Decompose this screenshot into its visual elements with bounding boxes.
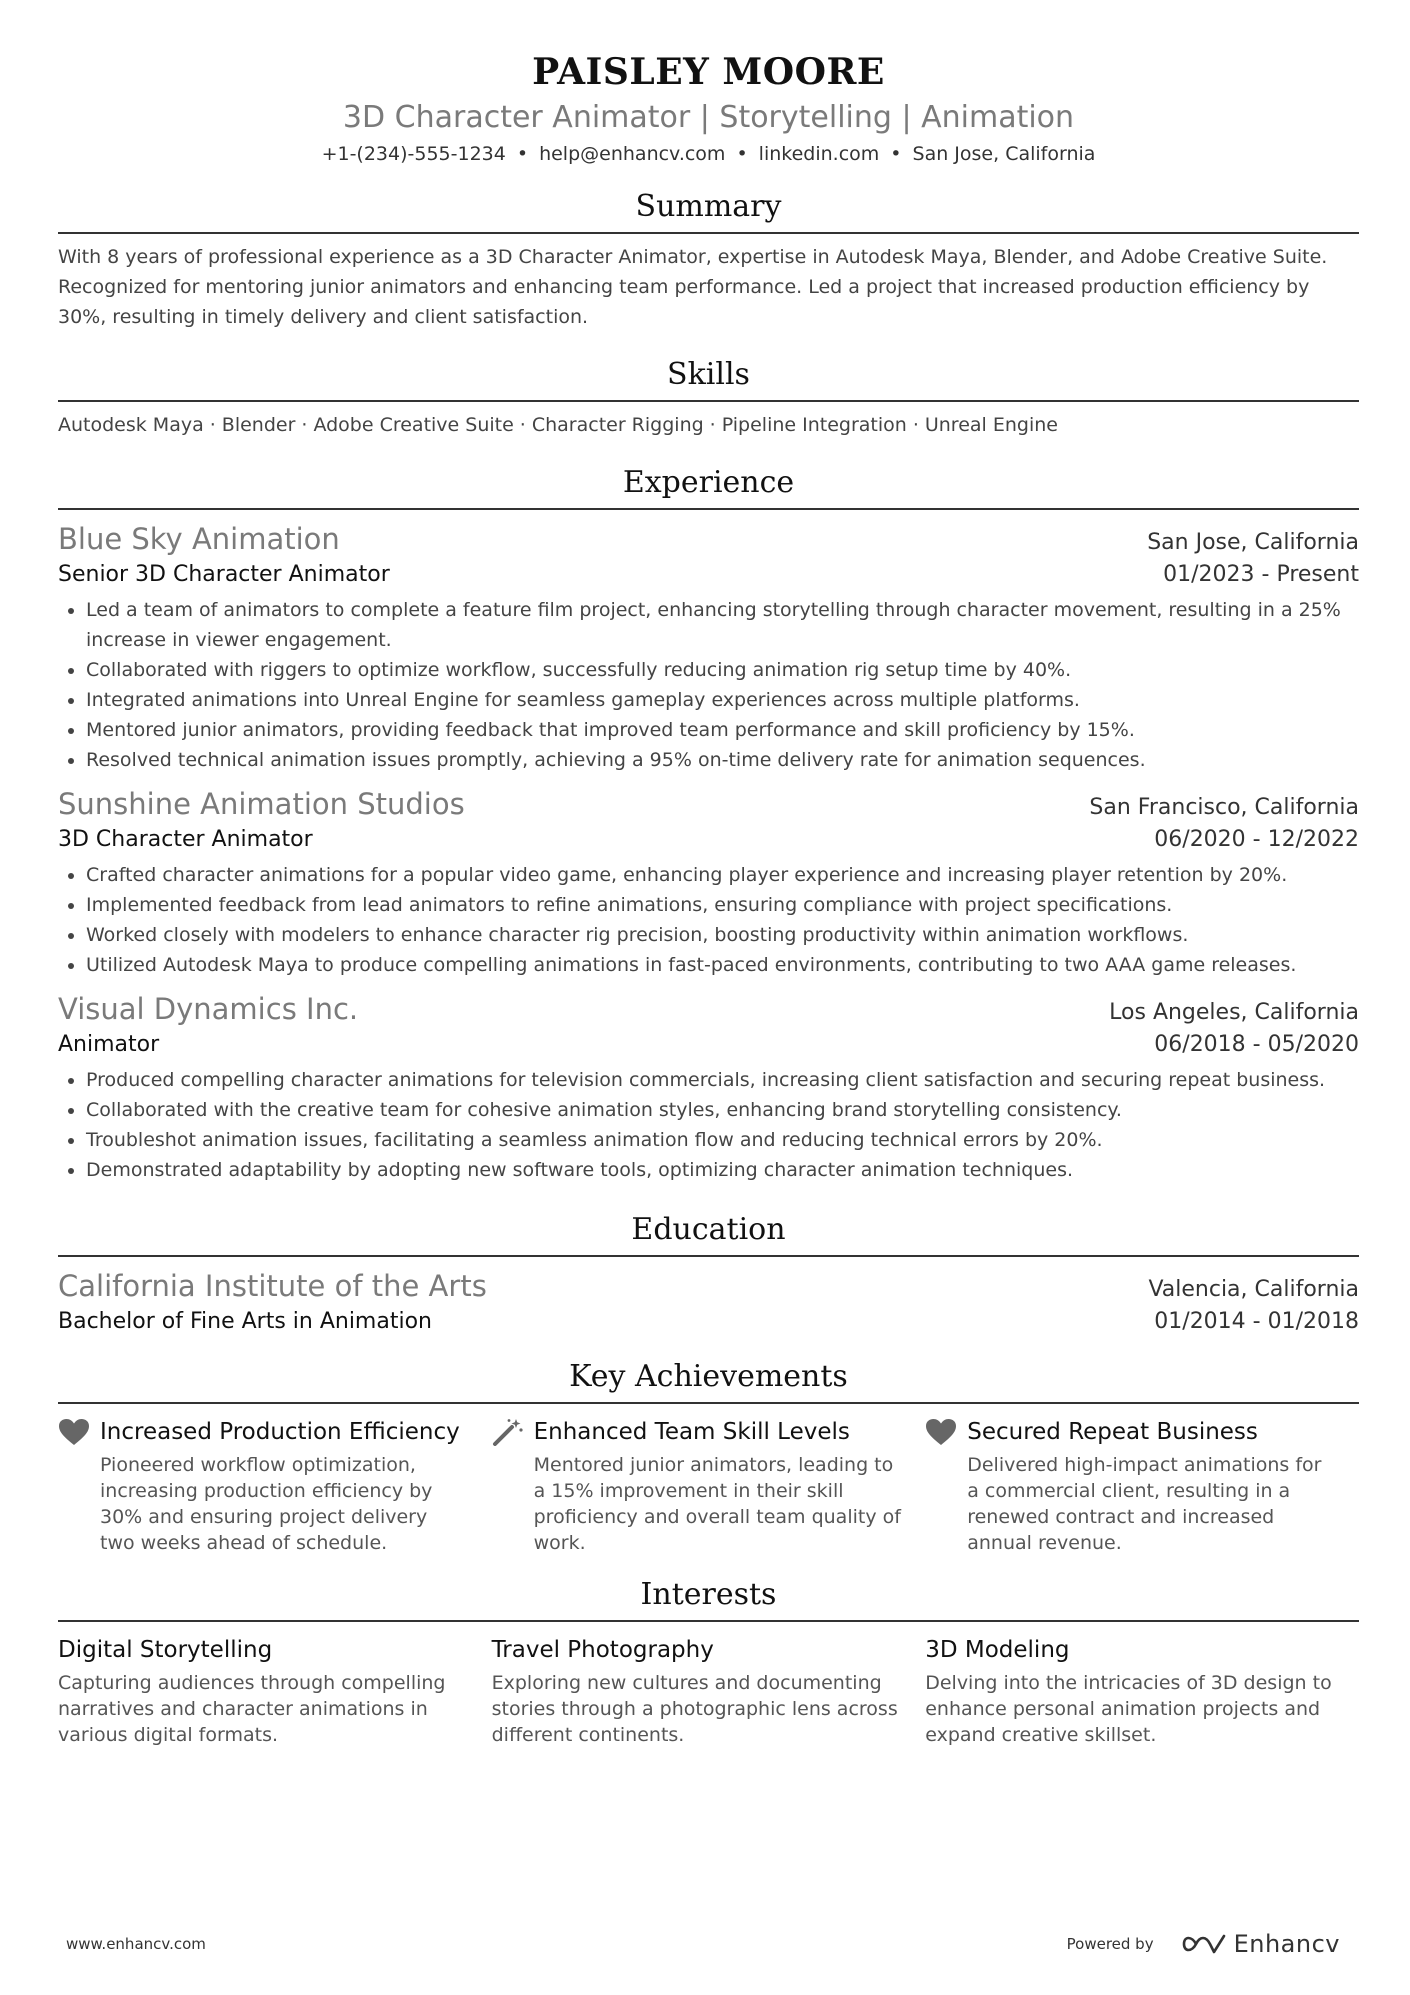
achievement-item [925,1416,1359,1556]
resume-page [58,0,1359,1748]
page-footer [66,1930,1340,1958]
experience-section [58,462,1359,1185]
achievement-desc: Pioneered workflow optimization, increasing production efficiency by 30% and ensuring project delivery two weeks ahead of schedule. [100,1454,433,1554]
achievement-title: Increased Production Efficiency [100,1419,460,1445]
job-bullet: • Implemented feedback from lead animators to refine animations, ensuring compliance with project specifications. [86,890,1359,920]
job-role: Animator [58,1032,160,1057]
achievements-grid [58,1416,1359,1556]
job-bullets [58,860,1359,980]
interest-desc: Capturing audiences through compelling narratives and character animations in various digital formats. [58,1672,446,1746]
section-heading: Summary [635,189,782,224]
interest-desc: Exploring new cultures and documenting stories through a photographic lens across different continents. [491,1672,898,1746]
job-bullet: • Utilized Autodesk Maya to produce compelling animations in fast-paced environments, contributing to two AAA game releases. [86,950,1359,980]
education-section [58,1209,1359,1338]
interest-item [58,1634,492,1748]
school-name: California Institute of the Arts [58,1269,487,1303]
contact-email: help@enhancv.com [539,143,726,165]
interest-title: Travel Photography [491,1637,714,1663]
education-entry [58,1267,1359,1338]
heart-icon [58,1418,90,1446]
job-bullet: • Integrated animations into Unreal Engine for seamless gameplay experiences across multiple platforms. [86,685,1359,715]
section-divider [58,232,1359,234]
contact-separator: • [516,143,529,165]
summary-text: With 8 years of professional experience as a 3D Character Animator, expertise in Autodesk Maya, Blender, and Adobe Creative Suite. Recognized for mentoring junior animators and enhancing team performance. Led a project that increased production efficiency by 30%, resulting in timely delivery and client satisfaction. [58,246,1328,328]
job-location: San Francisco, California [1089,795,1359,820]
section-heading: Skills [667,357,750,392]
powered-by-label: Powered by [1066,1935,1154,1953]
interest-item [925,1634,1359,1748]
skills-list: Autodesk Maya · Blender · Adobe Creative Suite · Character Rigging · Pipeline Integration · Unreal Engine [58,414,1058,436]
degree: Bachelor of Fine Arts in Animation [58,1309,432,1334]
achievement-item [492,1416,926,1556]
interest-title: Digital Storytelling [58,1637,273,1663]
job-bullets [58,595,1359,775]
section-divider [58,400,1359,402]
section-divider [58,1402,1359,1404]
skills-section [58,354,1359,440]
company-name: Blue Sky Animation [58,522,340,556]
achievement-title: Enhanced Team Skill Levels [533,1419,850,1445]
job-bullet: • Collaborated with riggers to optimize workflow, successfully reducing animation rig setup time by 40%. [86,655,1359,685]
enhancv-logo-icon [1182,1933,1226,1955]
interest-item [492,1634,926,1748]
skill-item: Adobe Creative Suite [313,414,514,436]
enhancv-brand: Enhancv [1233,1930,1340,1958]
section-heading: Key Achievements [569,1359,848,1394]
job-bullet: • Crafted character animations for a popular video game, enhancing player experience and increasing player retention by 20%. [86,860,1359,890]
interests-grid [58,1634,1359,1748]
section-divider [58,1255,1359,1257]
footer-website-link[interactable]: www.enhancv.com [66,1935,206,1953]
section-divider [58,1620,1359,1622]
education-dates: 01/2014 - 01/2018 [1154,1309,1359,1334]
achievement-item [58,1416,492,1556]
skill-item: Pipeline Integration [721,414,907,436]
section-heading: Interests [640,1577,777,1612]
job-dates: 06/2018 - 05/2020 [1154,1032,1359,1057]
section-divider [58,508,1359,510]
contact-phone: +1-(234)-555-1234 [321,143,506,165]
candidate-name: PAISLEY MOORE [532,51,885,93]
experience-entry [58,785,1359,980]
skill-item: Blender [221,414,296,436]
job-bullet: • Mentored junior animators, providing feedback that improved team performance and skill proficiency by 15%. [86,715,1359,745]
achievement-desc: Delivered high-impact animations for a commercial client, resulting in a renewed contract and increased annual revenue. [967,1454,1322,1554]
school-location: Valencia, California [1148,1277,1359,1302]
contact-separator: • [890,143,902,165]
job-bullet: • Demonstrated adaptability by adopting new software tools, optimizing character animation techniques. [86,1155,1359,1185]
job-bullet: • Resolved technical animation issues promptly, achieving a 95% on-time delivery rate for animation sequences. [86,745,1359,775]
achievement-title: Secured Repeat Business [967,1419,1258,1445]
experience-entry [58,990,1359,1185]
job-bullet: • Collaborated with the creative team for cohesive animation styles, enhancing brand storytelling consistency. [86,1095,1359,1125]
skill-item: Unreal Engine [924,414,1058,436]
footer-branding [1067,1930,1340,1958]
skill-item: Character Rigging [531,414,704,436]
contact-location: San Jose, California [912,143,1096,165]
job-bullets [58,1065,1359,1185]
contact-separator: • [736,143,748,165]
job-bullet: • Led a team of animators to complete a feature film project, enhancing storytelling through character movement, resulting in a 25% increase in viewer engagement. [86,595,1359,655]
job-bullet: • Produced compelling character animations for television commercials, increasing client satisfaction and securing repeat business. [86,1065,1359,1095]
job-role: 3D Character Animator [58,827,313,852]
experience-entry [58,520,1359,775]
contact-linkedin: linkedin.com [758,143,880,165]
summary-section [58,186,1359,332]
interest-title: 3D Modeling [925,1637,1070,1663]
interests-section [58,1574,1359,1748]
company-name: Visual Dynamics Inc. [58,992,359,1026]
section-heading: Education [631,1212,786,1247]
company-name: Sunshine Animation Studios [58,787,465,821]
job-location: San Jose, California [1147,530,1359,555]
contact-line [58,140,1359,168]
job-bullet: • Worked closely with modelers to enhance character rig precision, boosting productivity within animation workflows. [86,920,1359,950]
magic-wand-icon [492,1418,524,1446]
job-role: Senior 3D Character Animator [58,562,390,587]
interest-desc: Delving into the intricacies of 3D design to enhance personal animation projects and expand creative skillset. [925,1672,1332,1746]
achievements-section [58,1356,1359,1556]
resume-header [58,0,1359,168]
job-dates: 01/2023 - Present [1163,562,1359,587]
job-location: Los Angeles, California [1109,1000,1359,1025]
job-dates: 06/2020 - 12/2022 [1154,827,1359,852]
candidate-title: 3D Character Animator | Storytelling | Animation [342,100,1075,135]
job-bullet: • Troubleshot animation issues, facilitating a seamless animation flow and reducing technical errors by 20%. [86,1125,1359,1155]
achievement-desc: Mentored junior animators, leading to a 15% improvement in their skill proficiency and overall team quality of work. [533,1454,901,1554]
heart-icon [925,1418,957,1446]
section-heading: Experience [622,465,795,500]
skill-item: Autodesk Maya [58,414,204,436]
